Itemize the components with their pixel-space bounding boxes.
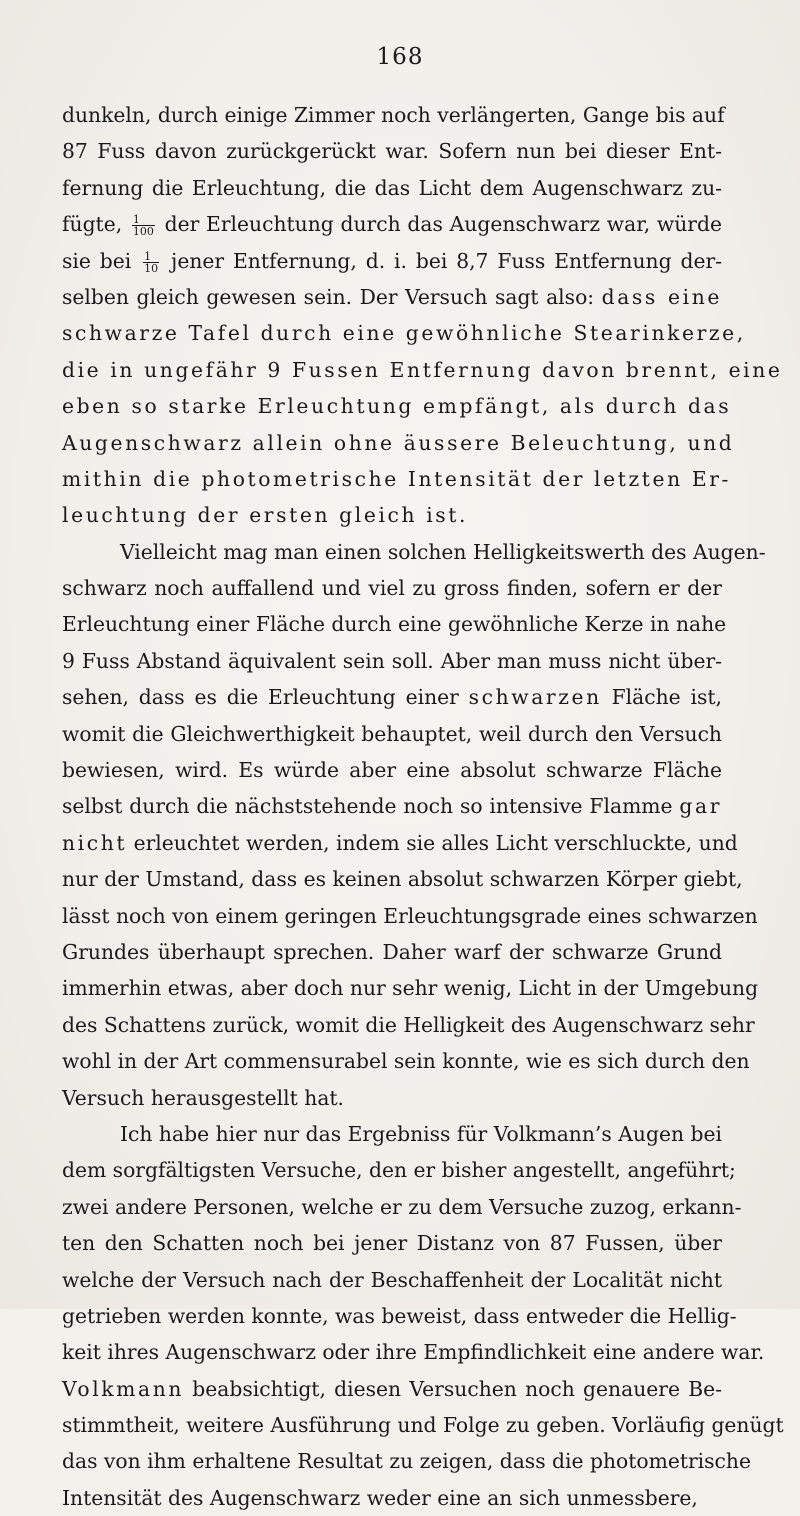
text-line bbox=[62, 461, 731, 497]
text-segment: beabsichtigt, diesen Versuchen noch genauere Be- bbox=[184, 1376, 722, 1401]
spaced-emphasis: nicht bbox=[62, 830, 128, 855]
text-line: 87 Fuss davon zurückgerückt war. Sofern nun bei dieser Ent- bbox=[62, 139, 722, 164]
spaced-emphasis: schwarzen bbox=[468, 685, 602, 710]
fraction-numerator: 1 bbox=[132, 214, 155, 226]
text-line: des Schattens zurück, womit die Helligkeit des Augenschwarz sehr bbox=[62, 1012, 755, 1037]
text-line: getrieben werden konnte, was beweist, dass entweder die Hellig- bbox=[62, 1303, 737, 1328]
spaced-emphasis: Augenschwarz allein ohne äussere Beleuchtung, und bbox=[62, 430, 735, 455]
text-segment: der Erleuchtung durch das Augenschwarz war, würde bbox=[157, 212, 722, 237]
text-line bbox=[62, 279, 722, 315]
text-line: womit die Gleichwerthigkeit behauptet, weil durch den Versuch bbox=[62, 721, 722, 746]
text-line: Erleuchtung einer Fläche durch eine gewöhnliche Kerze in nahe bbox=[62, 612, 727, 637]
text-line bbox=[62, 388, 732, 424]
text-segment: sehen, dass es die Erleuchtung einer bbox=[62, 685, 469, 710]
text-segment: selbst durch die nächststehende noch so intensive Flamme bbox=[62, 794, 680, 819]
fraction bbox=[132, 214, 155, 237]
text-segment: erleuchtet werden, indem sie alles Licht verschluckte, und bbox=[127, 830, 738, 855]
text-line: welche der Versuch nach der Beschaffenheit der Localität nicht bbox=[62, 1267, 722, 1292]
spaced-emphasis: mithin die photometrische Intensität der letzten Er- bbox=[62, 466, 731, 491]
paragraph bbox=[62, 97, 783, 534]
spaced-emphasis: eben so starke Erleuchtung empfängt, als durch das bbox=[62, 394, 732, 419]
fraction-numerator: 1 bbox=[143, 251, 159, 263]
text-segment: selben gleich gewesen sein. Der Versuch sagt also: bbox=[62, 284, 602, 309]
text-line: dem sorgfältigsten Versuche, den er bisher angestellt, angeführt; bbox=[62, 1158, 736, 1183]
text-line: immerhin etwas, aber doch nur sehr wenig, Licht in der Umgebung bbox=[62, 976, 759, 1001]
text-line: 9 Fuss Abstand äquivalent sein soll. Aber man muss nicht über- bbox=[62, 648, 722, 673]
text-line bbox=[62, 206, 722, 242]
text-line: Versuch herausgestellt hat. bbox=[62, 1085, 345, 1110]
text-line: Intensität des Augenschwarz weder eine an sich unmessbere, bbox=[62, 1485, 698, 1510]
text-line: das von ihm erhaltene Resultat zu zeigen, dass die photometrische bbox=[62, 1449, 751, 1474]
spaced-emphasis: gar bbox=[679, 794, 722, 819]
page-number: 168 bbox=[376, 44, 424, 70]
text-line: ten den Schatten noch bei jener Distanz von 87 Fussen, über bbox=[62, 1231, 722, 1256]
text-line bbox=[62, 825, 738, 861]
text-line: lässt noch von einem geringen Erleuchtungsgrade eines schwarzen bbox=[62, 903, 758, 928]
spaced-emphasis: die in ungefähr 9 Fussen Entfernung davon brennt, eine bbox=[62, 357, 783, 382]
text-line bbox=[62, 497, 722, 533]
paragraph bbox=[62, 534, 766, 1116]
text-line: keit ihres Augenschwarz oder ihre Empfindlichkeit eine andere war. bbox=[62, 1340, 765, 1365]
text-line: nur der Umstand, dass es keinen absolut schwarzen Körper giebt, bbox=[62, 867, 743, 892]
fraction bbox=[143, 251, 159, 274]
text-line: Ich habe hier nur das Ergebniss für Volkmann’s Augen bei bbox=[120, 1121, 722, 1146]
text-line: bewiesen, wird. Es würde aber eine absolut schwarze Fläche bbox=[62, 758, 722, 783]
body-text bbox=[62, 97, 784, 1516]
text-segment: Fläche ist, bbox=[601, 685, 722, 710]
text-segment: jener Entfernung, d. i. bei 8,7 Fuss Entfernung der- bbox=[162, 248, 723, 273]
paragraph bbox=[62, 1116, 784, 1516]
text-line: zwei andere Personen, welche er zu dem Versuche zuzog, erkann- bbox=[62, 1194, 742, 1219]
text-line bbox=[62, 243, 722, 279]
spaced-emphasis: leuchtung der ersten gleich ist. bbox=[62, 503, 469, 528]
text-line bbox=[62, 679, 722, 715]
text-line bbox=[62, 788, 722, 824]
text-line: schwarz noch auffallend und viel zu gross finden, sofern er der bbox=[62, 576, 722, 601]
text-line bbox=[62, 425, 735, 461]
text-line bbox=[62, 352, 783, 388]
text-line: dunkeln, durch einige Zimmer noch verlängerten, Gange bis auf bbox=[62, 103, 725, 127]
text-line: Grundes überhaupt sprechen. Daher warf der schwarze Grund bbox=[62, 939, 722, 964]
text-line bbox=[62, 1371, 722, 1407]
text-segment: sie bei bbox=[62, 248, 141, 273]
text-line bbox=[62, 315, 746, 351]
text-line: stimmtheit, weitere Ausführung und Folge zu geben. Vorläufig genügt bbox=[62, 1413, 784, 1438]
fraction-denominator: 10 bbox=[144, 261, 159, 275]
spaced-emphasis: schwarze Tafel durch eine gewöhnliche Stearinkerze, bbox=[62, 321, 746, 346]
spaced-emphasis: Volkmann bbox=[62, 1376, 185, 1401]
text-segment: fügte, bbox=[62, 212, 129, 237]
text-line: wohl in der Art commensurabel sein konnte, wie es sich durch den bbox=[62, 1049, 750, 1074]
text-line: Vielleicht mag man einen solchen Helligkeitswerth des Augen- bbox=[120, 539, 766, 564]
text-line: fernung die Erleuchtung, die das Licht dem Augenschwarz zu- bbox=[62, 175, 722, 200]
spaced-emphasis: dass eine bbox=[601, 284, 722, 309]
fraction-denominator: 100 bbox=[132, 225, 154, 239]
